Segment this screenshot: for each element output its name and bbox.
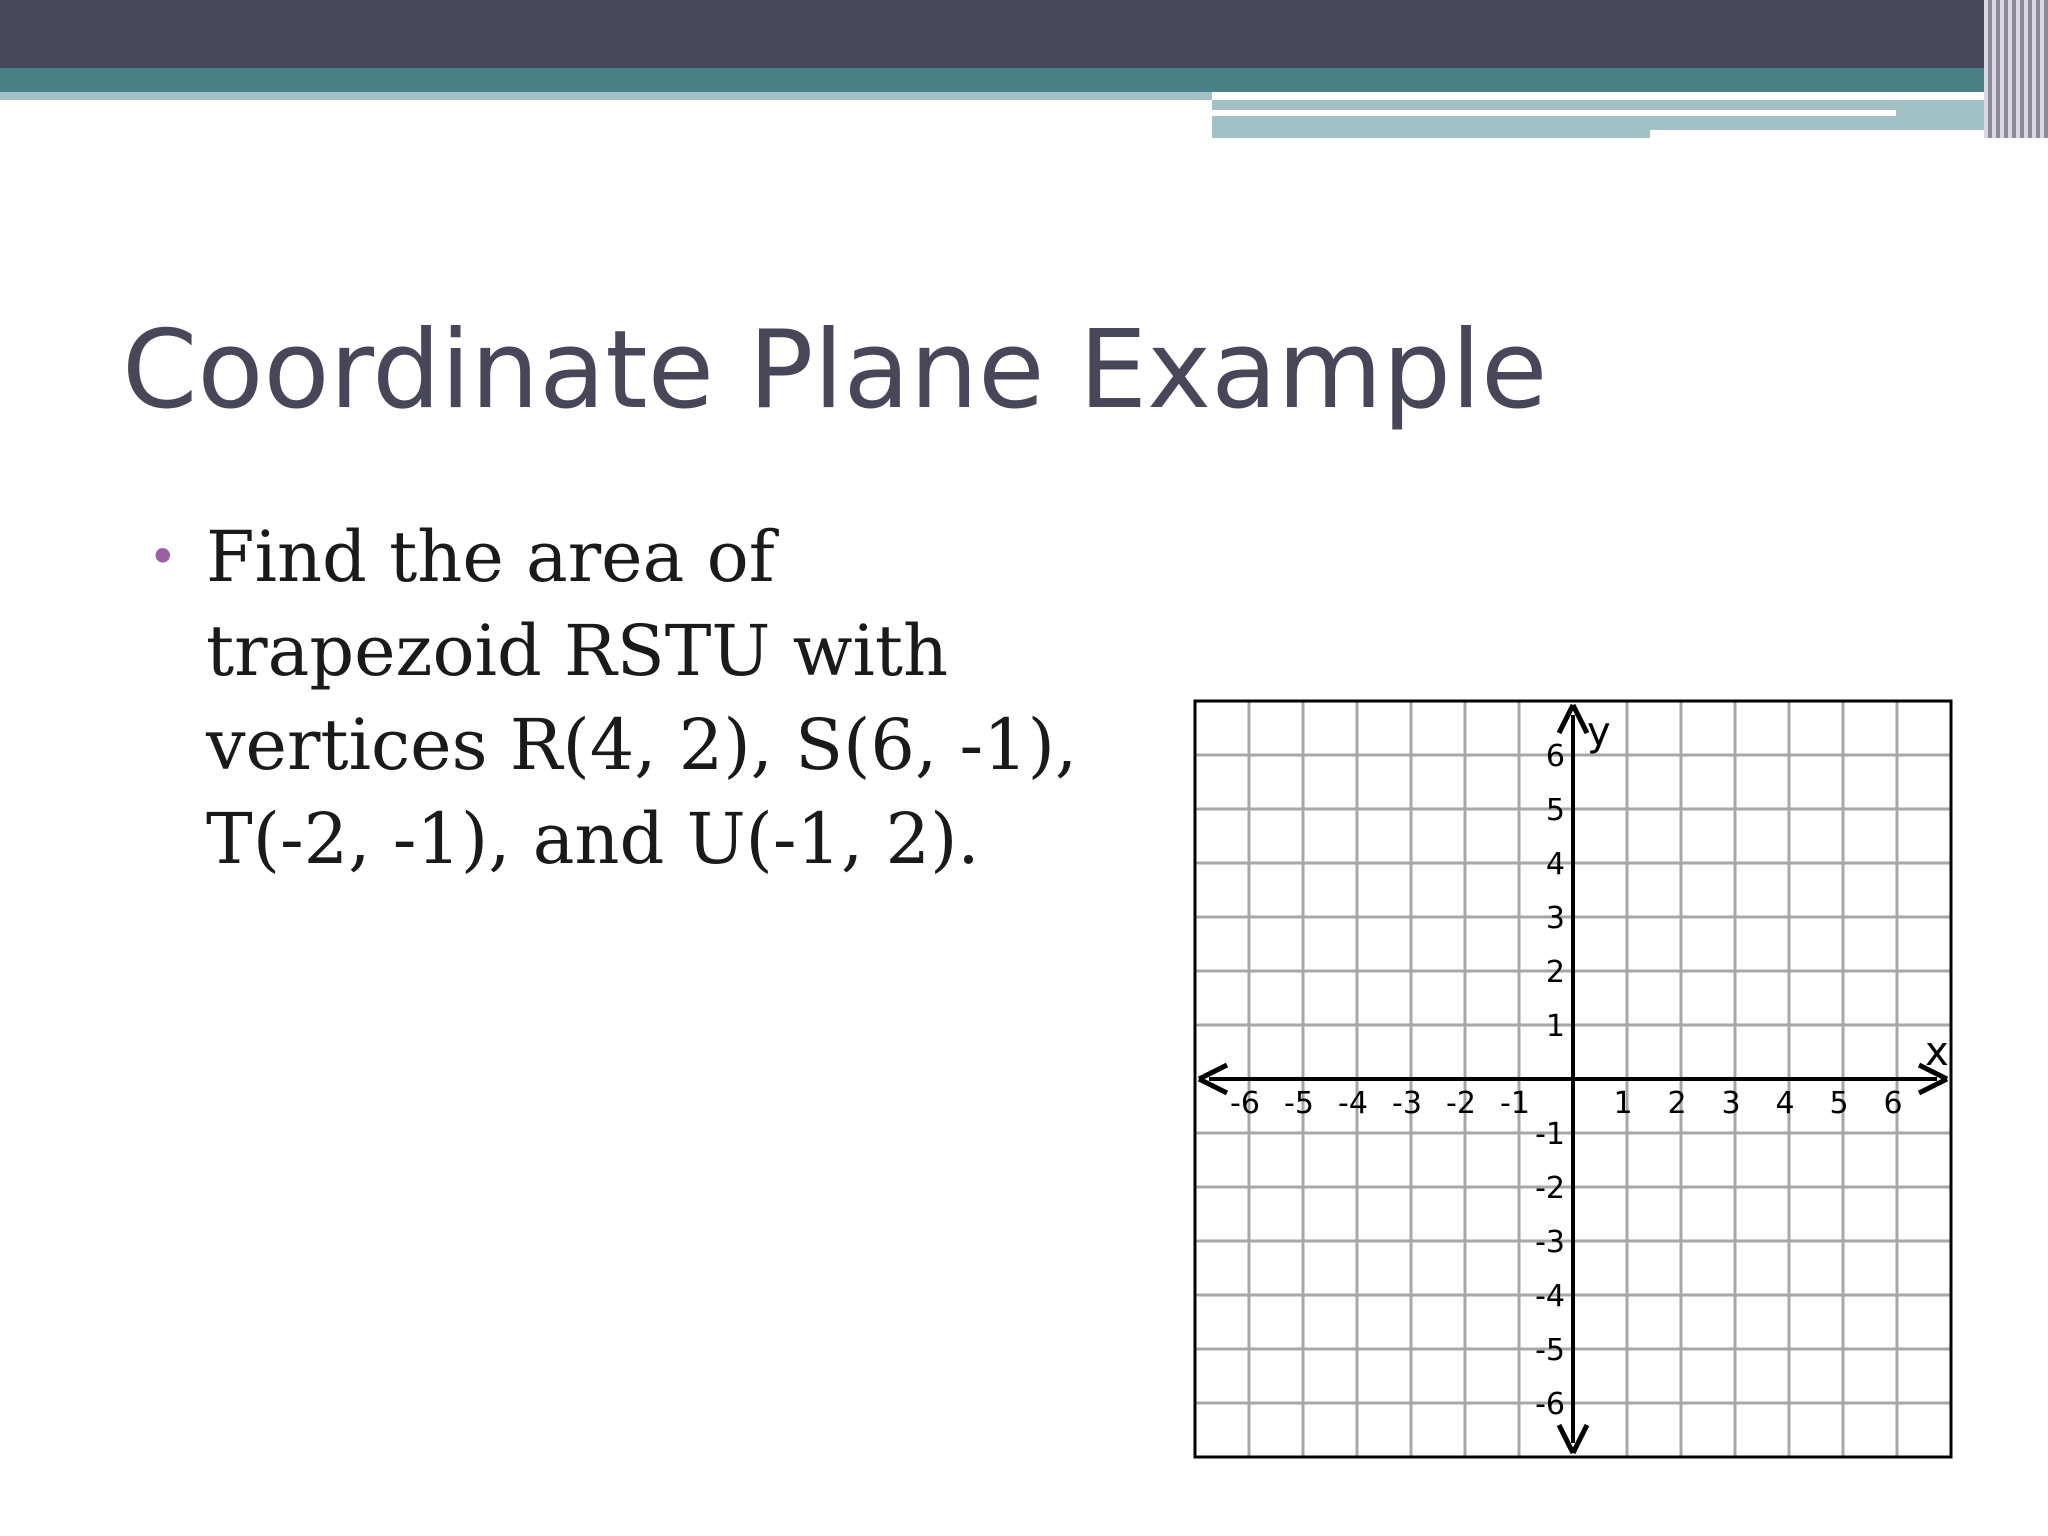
x-tick-label: -6 [1230, 1086, 1260, 1121]
y-tick-label: 2 [1545, 955, 1565, 990]
x-tick-label: 2 [1667, 1086, 1687, 1121]
bullet-item [148, 510, 1108, 886]
x-tick-label: 3 [1721, 1086, 1741, 1121]
header-band-light-left [0, 92, 1212, 100]
header-band-white-strip [1212, 110, 1896, 116]
header-band-dark [0, 0, 2048, 68]
axes [1199, 705, 1947, 1453]
header-edge-stripes [1984, 0, 2048, 138]
y-tick-label: 4 [1545, 847, 1565, 882]
bullet-line: trapezoid RSTU with [206, 610, 949, 692]
y-tick-label: -2 [1535, 1171, 1565, 1206]
coordinate-grid [1180, 690, 1960, 1470]
y-tick-label: -5 [1535, 1333, 1565, 1368]
x-tick-label: -5 [1284, 1086, 1314, 1121]
x-tick-label: 1 [1613, 1086, 1633, 1121]
x-tick-label: -2 [1446, 1086, 1476, 1121]
header-band-teal [0, 68, 2048, 92]
y-tick-label: -3 [1535, 1225, 1565, 1260]
x-tick-label: 4 [1775, 1086, 1795, 1121]
x-tick-label: 5 [1829, 1086, 1849, 1121]
bullet-list [148, 510, 1108, 886]
y-tick-label: 1 [1545, 1009, 1565, 1044]
y-tick-label: -4 [1535, 1279, 1565, 1314]
y-tick-label: -1 [1535, 1117, 1565, 1152]
slide-title: Coordinate Plane Example [122, 308, 1548, 433]
x-tick-label: -1 [1500, 1086, 1530, 1121]
y-tick-label: 5 [1545, 793, 1565, 828]
y-tick-label: 6 [1545, 739, 1565, 774]
x-tick-labels [1230, 1086, 1903, 1121]
y-axis-label: y [1587, 709, 1611, 755]
y-tick-label: -6 [1535, 1387, 1565, 1422]
x-axis-label: x [1925, 1029, 1949, 1075]
x-tick-label: -3 [1392, 1086, 1422, 1121]
bullet-line: Find the area of [206, 516, 775, 598]
bullet-line: T(-2, -1), and U(-1, 2). [206, 798, 980, 880]
y-tick-label: 3 [1545, 901, 1565, 936]
bullet-dot: • [148, 528, 178, 586]
bullet-line: vertices R(4, 2), S(6, -1), [206, 704, 1078, 786]
x-tick-label: -4 [1338, 1086, 1368, 1121]
x-tick-label: 6 [1883, 1086, 1903, 1121]
